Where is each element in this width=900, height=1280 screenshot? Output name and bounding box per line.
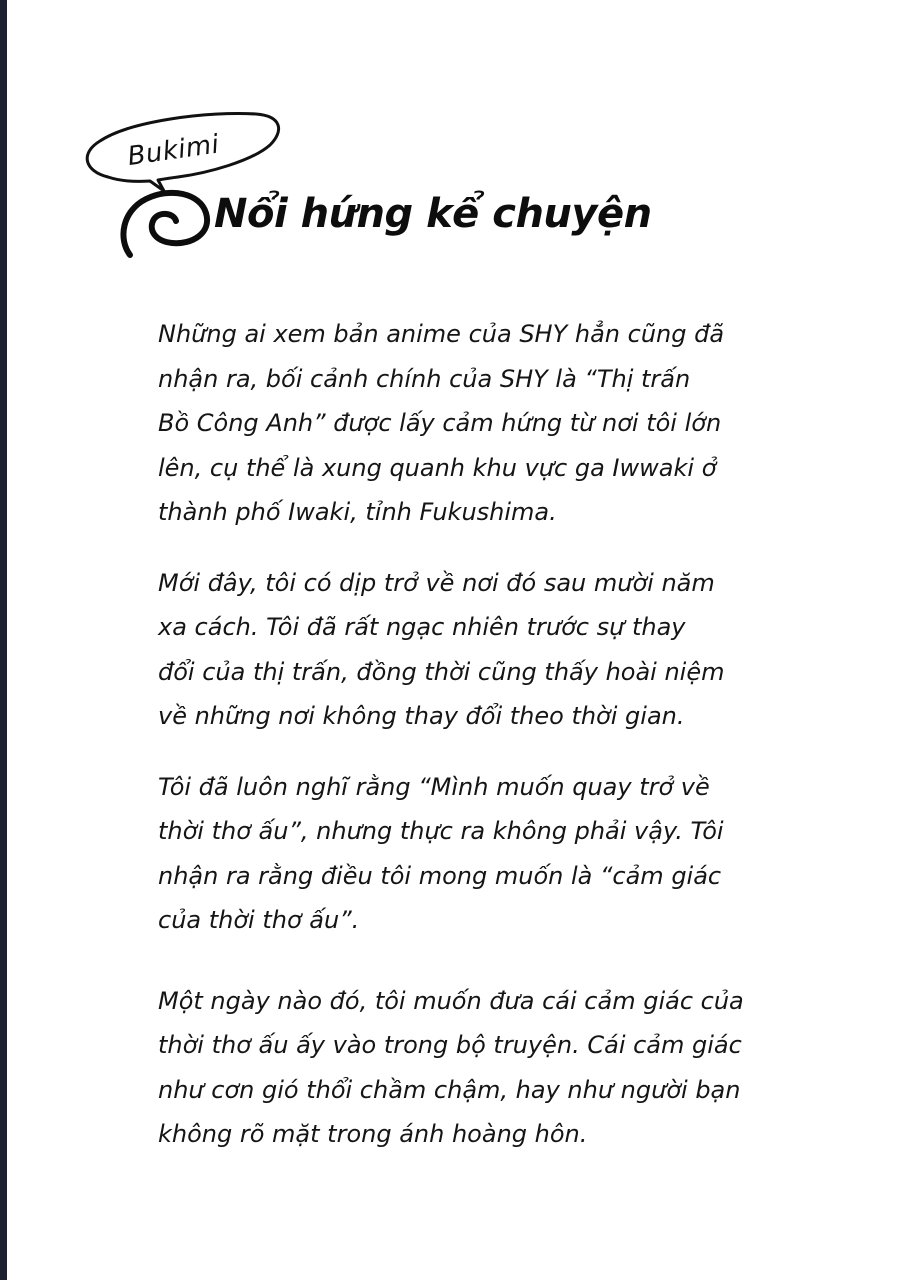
paragraph <box>158 979 758 1157</box>
text-line: Tôi đã luôn nghĩ rằng “Mình muốn quay trở về <box>158 772 710 801</box>
article-body <box>158 312 758 1157</box>
paragraph <box>158 561 758 739</box>
text-line: xa cách. Tôi đã rất ngạc nhiên trước sự thay <box>158 613 686 641</box>
text-line: thành phố Iwaki, tỉnh Fukushima. <box>158 498 557 526</box>
author-label: Bukimi <box>125 129 222 172</box>
text-line: nhận ra rằng điều tôi mong muốn là “cảm giác <box>158 861 722 890</box>
text-line: không rõ mặt trong ánh hoàng hôn. <box>158 1120 588 1148</box>
paragraph <box>158 312 758 535</box>
text-line: Mới đây, tôi có dịp trở về nơi đó sau mười năm <box>158 568 715 597</box>
text-line: của thời thơ ấu”. <box>158 906 360 934</box>
text-line: đổi của thị trấn, đồng thời cũng thấy hoài niệm <box>158 657 725 686</box>
text-line: thời thơ ấu ấy vào trong bộ truyện. Cái cảm giác <box>158 1031 742 1059</box>
text-line: như cơn gió thổi chầm chậm, hay như người bạn <box>158 1075 741 1104</box>
text-line: thời thơ ấu”, nhưng thực ra không phải vậy. Tôi <box>158 817 724 845</box>
swirl-icon <box>116 183 216 265</box>
text-line: Bồ Công Anh” được lấy cảm hứng từ nơi tôi lớn <box>158 409 722 437</box>
text-line: nhận ra, bối cảnh chính của SHY là “Thị trấn <box>158 364 691 393</box>
text-line: về những nơi không thay đổi theo thời gian. <box>158 702 685 730</box>
paragraph <box>158 765 758 943</box>
text-line: lên, cụ thể là xung quanh khu vực ga Iwwaki ở <box>158 453 717 482</box>
page-title: Nổi hứng kể chuyện <box>214 191 652 237</box>
text-line: Những ai xem bản anime của SHY hẳn cũng đã <box>158 320 725 348</box>
text-line: Một ngày nào đó, tôi muốn đưa cái cảm giác của <box>158 986 744 1015</box>
page-left-edge <box>0 0 7 1280</box>
page-header <box>78 105 652 275</box>
